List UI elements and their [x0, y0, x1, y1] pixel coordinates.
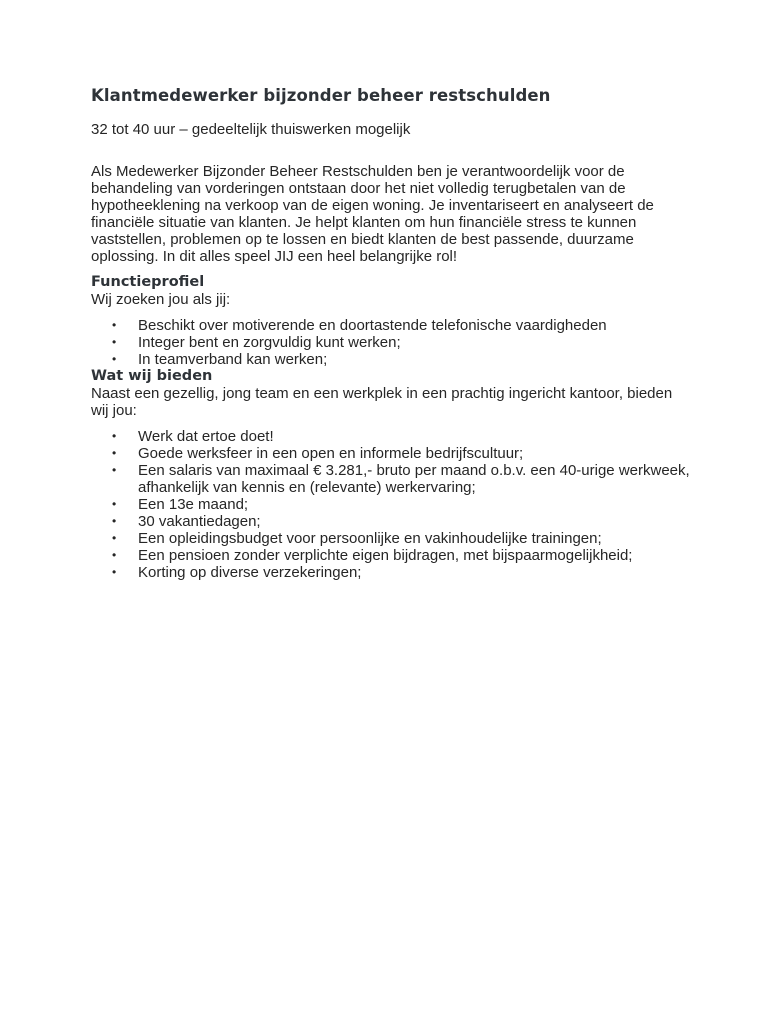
list-item [91, 445, 691, 462]
list-item-text: Goede werksfeer in een open en informele bedrijfscultuur; [138, 445, 524, 462]
list-item [91, 513, 691, 530]
document-page [91, 84, 691, 581]
list-item [91, 351, 691, 368]
section-heading-wat-wij-bieden: Wat wij bieden [91, 368, 213, 384]
list-item-text: Korting op diverse verzekeringen; [138, 564, 362, 581]
list-item [91, 428, 691, 445]
list-item-text: Een opleidingsbudget voor persoonlijke en vakinhoudelijke trainingen; [138, 530, 602, 547]
bullet-icon: • [112, 429, 117, 443]
bullet-icon: • [112, 318, 117, 332]
bullet-icon: • [112, 565, 117, 579]
list-item-text: Een pensioen zonder verplichte eigen bijdragen, met bijspaarmogelijkheid; [138, 547, 633, 564]
list-item-text: Een 13e maand; [138, 496, 249, 513]
bullet-icon: • [112, 531, 117, 545]
functieprofiel-list [91, 317, 691, 368]
bullet-icon: • [112, 352, 117, 366]
list-item-text: Beschikt over motiverende en doortastende telefonische vaardigheden [138, 317, 607, 334]
bullet-icon: • [112, 497, 117, 511]
document-title: Klantmedewerker bijzonder beheer restschulden [91, 86, 551, 105]
list-item [91, 317, 691, 334]
wat-wij-bieden-list [91, 428, 691, 581]
bullet-icon: • [112, 463, 117, 477]
list-item [91, 530, 691, 547]
list-item-text: Werk dat ertoe doet! [138, 428, 274, 445]
bullet-icon: • [112, 514, 117, 528]
list-item-text: 30 vakantiedagen; [138, 513, 261, 530]
list-item [91, 462, 691, 496]
section-intro-functieprofiel: Wij zoeken jou als jij: [91, 291, 231, 308]
list-item-text: Integer bent en zorgvuldig kunt werken; [138, 334, 401, 351]
bullet-icon: • [112, 335, 117, 349]
bullet-icon: • [112, 548, 117, 562]
section-heading-functieprofiel: Functieprofiel [91, 274, 205, 290]
section-intro-wat-wij-bieden: Naast een gezellig, jong team en een werkplek in een prachtig ingericht kantoor, bieden wij jou: [91, 385, 673, 419]
document-subtitle: 32 tot 40 uur – gedeeltelijk thuiswerken mogelijk [91, 121, 411, 138]
list-item [91, 547, 691, 564]
list-item [91, 564, 691, 581]
list-item-text: Een salaris van maximaal € 3.281,- bruto per maand o.b.v. een 40-urige werkweek, afhankelijk van kennis en (relevante) werkervaring; [138, 462, 690, 496]
list-item [91, 334, 691, 351]
intro-paragraph: Als Medewerker Bijzonder Beheer Restschulden ben je verantwoordelijk voor de behandeling van vorderingen ontstaan door het niet volledig terugbetalen van de hypotheeklening na verkoop van de eigen woning. Je inventariseert en analyseert de financiële situatie van klanten. Je helpt klanten om hun financiële stress te kunnen vaststellen, problemen op te lossen en biedt klanten de best passende, duurzame oplossing. In dit alles speel JIJ een heel belangrijke rol! [91, 163, 654, 265]
bullet-icon: • [112, 446, 117, 460]
list-item-text: In teamverband kan werken; [138, 351, 328, 368]
list-item [91, 496, 691, 513]
